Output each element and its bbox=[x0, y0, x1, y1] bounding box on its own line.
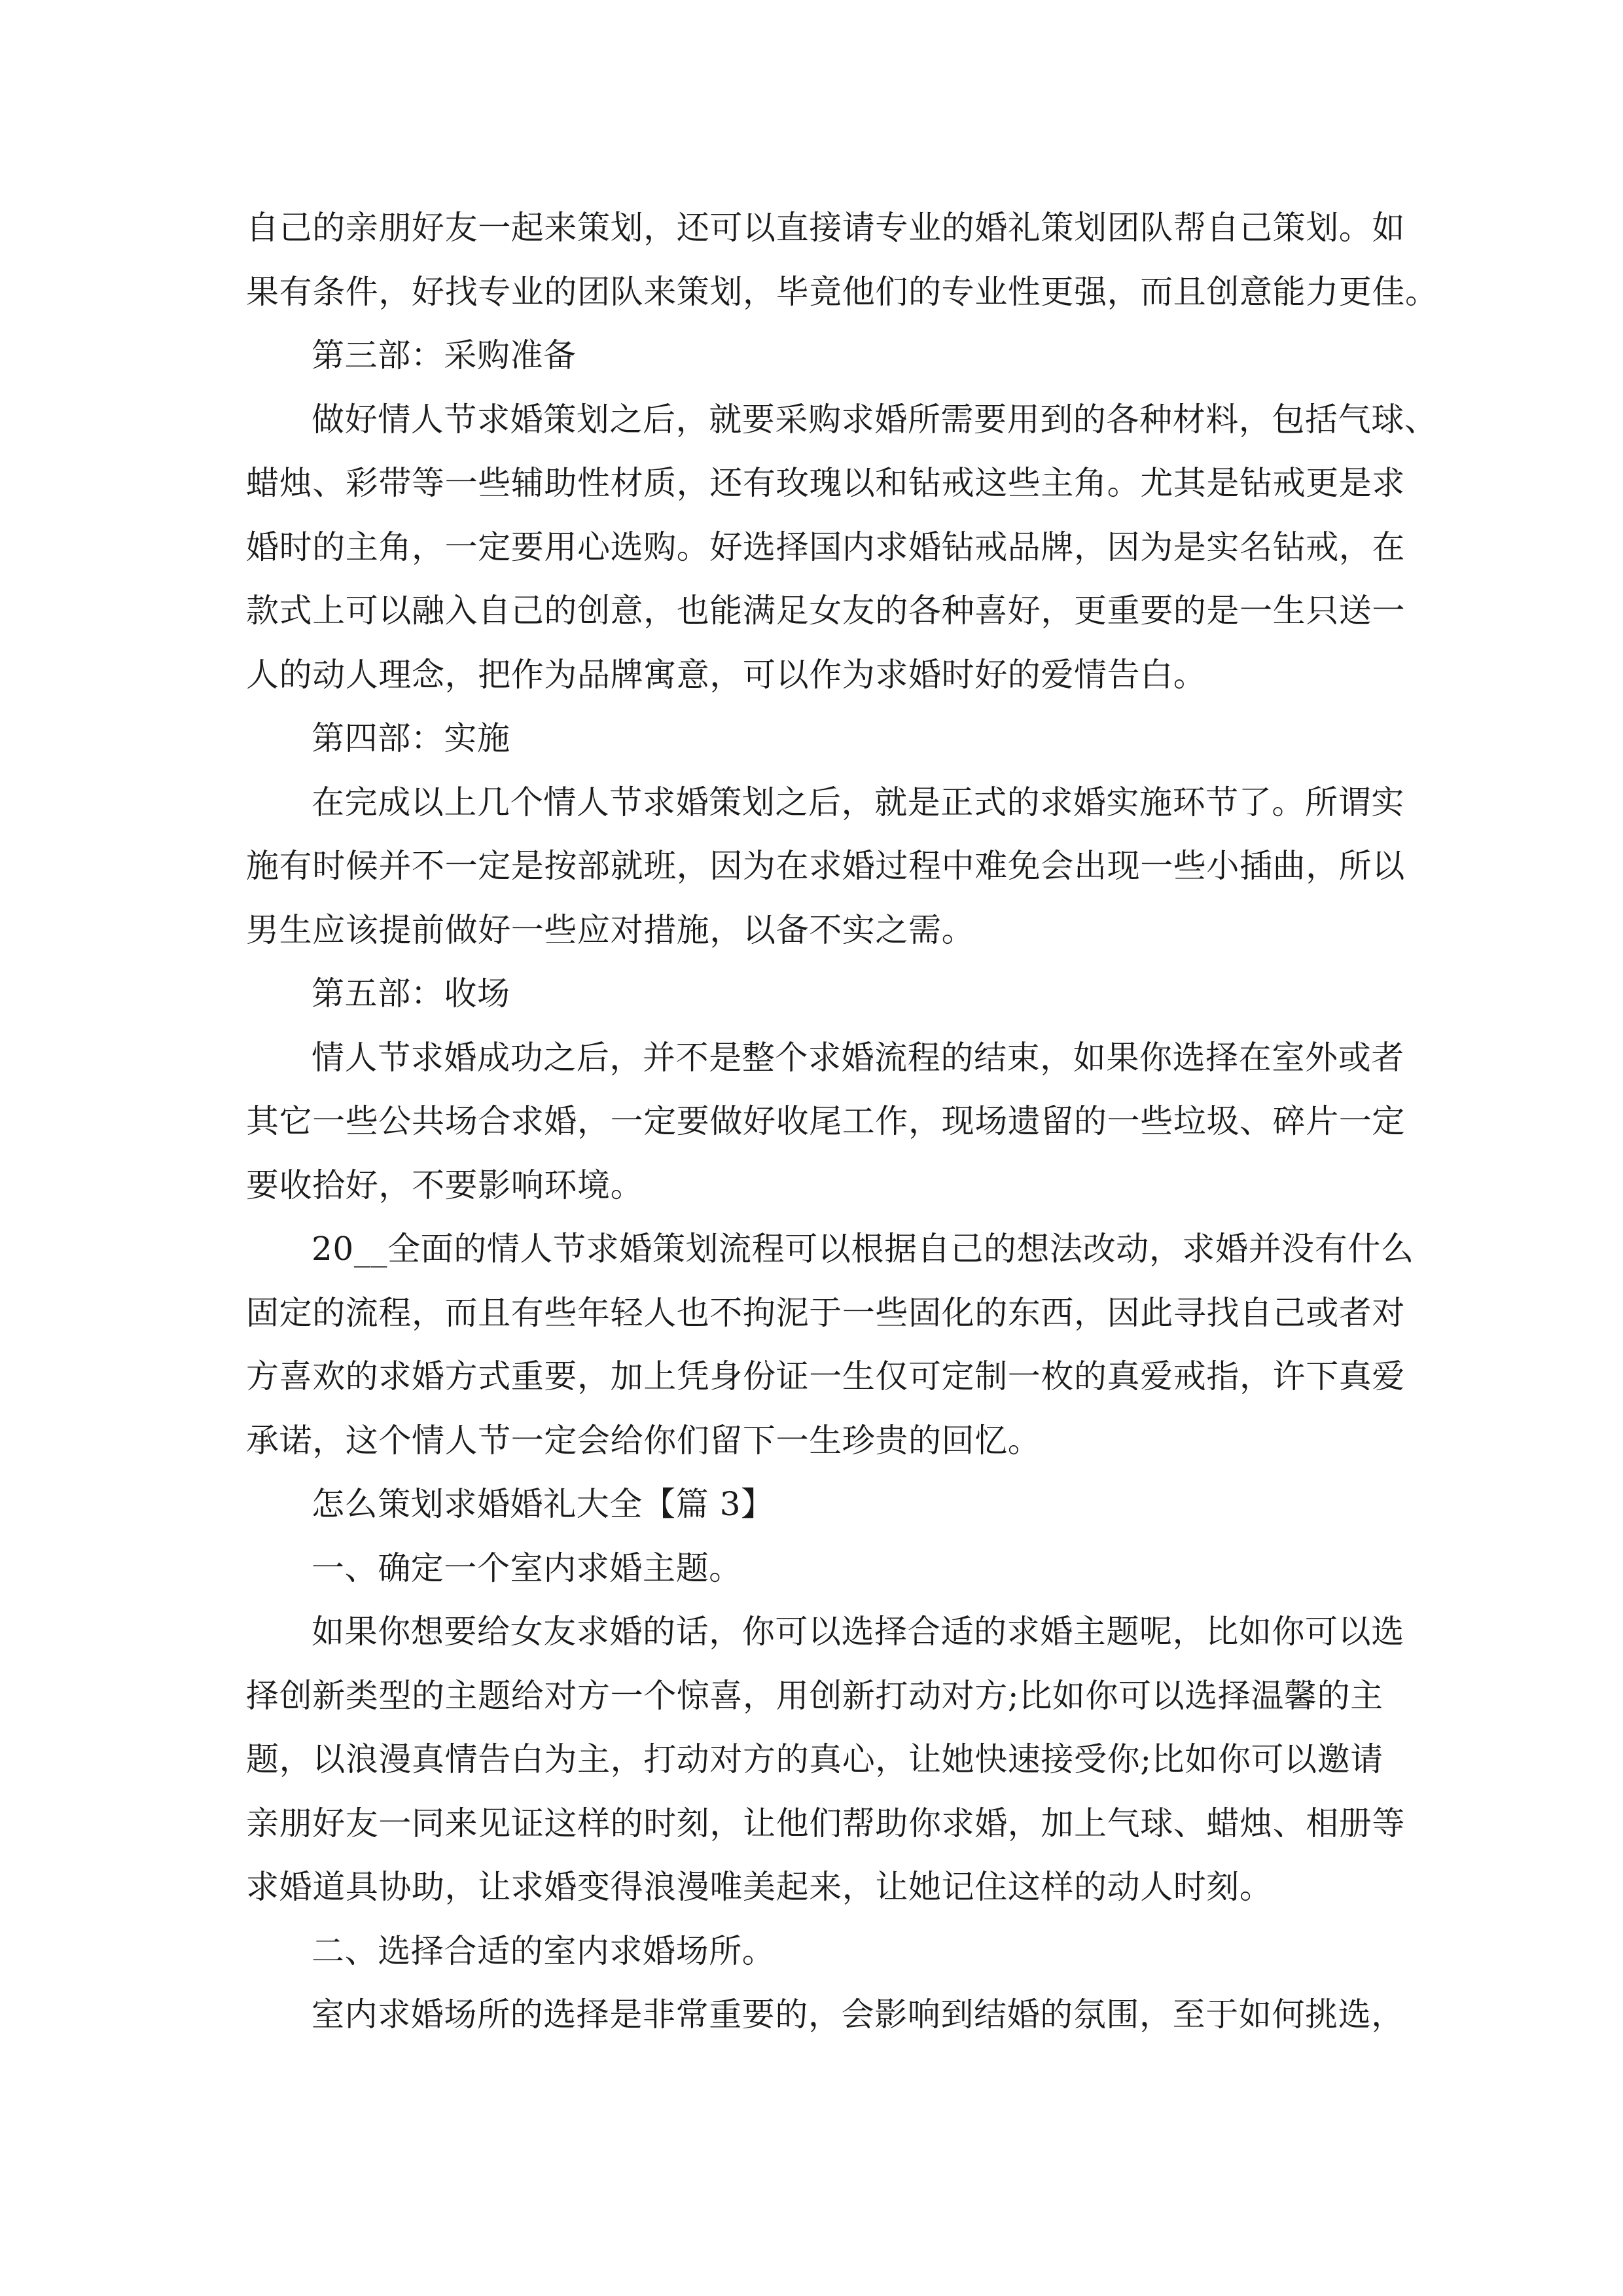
text-line: 一、确定一个室内求婚主题。 bbox=[312, 1549, 742, 1587]
text-line: 题，以浪漫真情告白为主，打动对方的真心，让她快速接受你;比如你可以邀请 bbox=[246, 1740, 1383, 1778]
text-line: 亲朋好友一同来见证这样的时刻，让他们帮助你求婚，加上气球、蜡烛、相册等 bbox=[246, 1804, 1405, 1842]
text-line: 在完成以上几个情人节求婚策划之后，就是正式的求婚实施环节了。所谓实 bbox=[312, 783, 1404, 821]
text-line: 男生应该提前做好一些应对措施，以备不实之需。 bbox=[246, 910, 975, 949]
document-body bbox=[246, 196, 1438, 2047]
text-line: 施有时候并不一定是按部就班，因为在求婚过程中难免会出现一些小插曲，所以 bbox=[246, 847, 1405, 885]
text-line: 方喜欢的求婚方式重要，加上凭身份证一生仅可定制一枚的真爱戒指，许下真爱 bbox=[246, 1357, 1405, 1395]
text-line: 蜡烛、彩带等一些辅助性材质，还有玫瑰以和钻戒这些主角。尤其是钻戒更是求 bbox=[246, 464, 1405, 502]
text-line: 怎么策划求婚婚礼大全【篇 3】 bbox=[312, 1485, 774, 1523]
text-line: 室内求婚场所的选择是非常重要的，会影响到结婚的氛围，至于如何挑选， bbox=[312, 1996, 1404, 2034]
text-line: 二、选择合适的室内求婚场所。 bbox=[312, 1931, 776, 1970]
text-line: 20__全面的情人节求婚策划流程可以根据自己的想法改动，求婚并没有什么 bbox=[312, 1230, 1414, 1268]
text-line: 自己的亲朋好友一起来策划，还可以直接请专业的婚礼策划团队帮自己策划。如 bbox=[246, 209, 1405, 247]
text-line: 承诺，这个情人节一定会给你们留下一生珍贵的回忆。 bbox=[246, 1421, 1041, 1460]
text-line: 人的动人理念，把作为品牌寓意，可以作为求婚时好的爱情告白。 bbox=[246, 655, 1207, 694]
document-page bbox=[246, 196, 1438, 2047]
text-line: 果有条件，好找专业的团队来策划，毕竟他们的专业性更强，而且创意能力更佳。 bbox=[246, 272, 1438, 311]
text-line: 情人节求婚成功之后，并不是整个求婚流程的结束，如果你选择在室外或者 bbox=[312, 1038, 1404, 1077]
text-line: 要收拾好，不要影响环境。 bbox=[246, 1166, 644, 1204]
text-line: 第三部：采购准备 bbox=[312, 336, 577, 374]
text-line: 款式上可以融入自己的创意，也能满足女友的各种喜好，更重要的是一生只送一 bbox=[246, 592, 1405, 630]
text-line: 求婚道具协助，让求婚变得浪漫唯美起来，让她记住这样的动人时刻。 bbox=[246, 1868, 1273, 1906]
text-line: 其它一些公共场合求婚，一定要做好收尾工作，现场遗留的一些垃圾、碎片一定 bbox=[246, 1102, 1405, 1140]
text-line: 婚时的主角，一定要用心选购。好选择国内求婚钻戒品牌，因为是实名钻戒，在 bbox=[246, 528, 1405, 566]
text-line: 第五部：收场 bbox=[312, 975, 510, 1013]
text-line: 固定的流程，而且有些年轻人也不拘泥于一些固化的东西，因此寻找自己或者对 bbox=[246, 1293, 1405, 1332]
text-line: 第四部：实施 bbox=[312, 719, 510, 757]
text-line: 如果你想要给女友求婚的话，你可以选择合适的求婚主题呢，比如你可以选 bbox=[312, 1613, 1404, 1651]
text-line: 做好情人节求婚策划之后，就要采购求婚所需要用到的各种材料，包括气球、 bbox=[312, 400, 1438, 439]
text-line: 择创新类型的主题给对方一个惊喜，用创新打动对方;比如你可以选择温馨的主 bbox=[246, 1676, 1383, 1715]
